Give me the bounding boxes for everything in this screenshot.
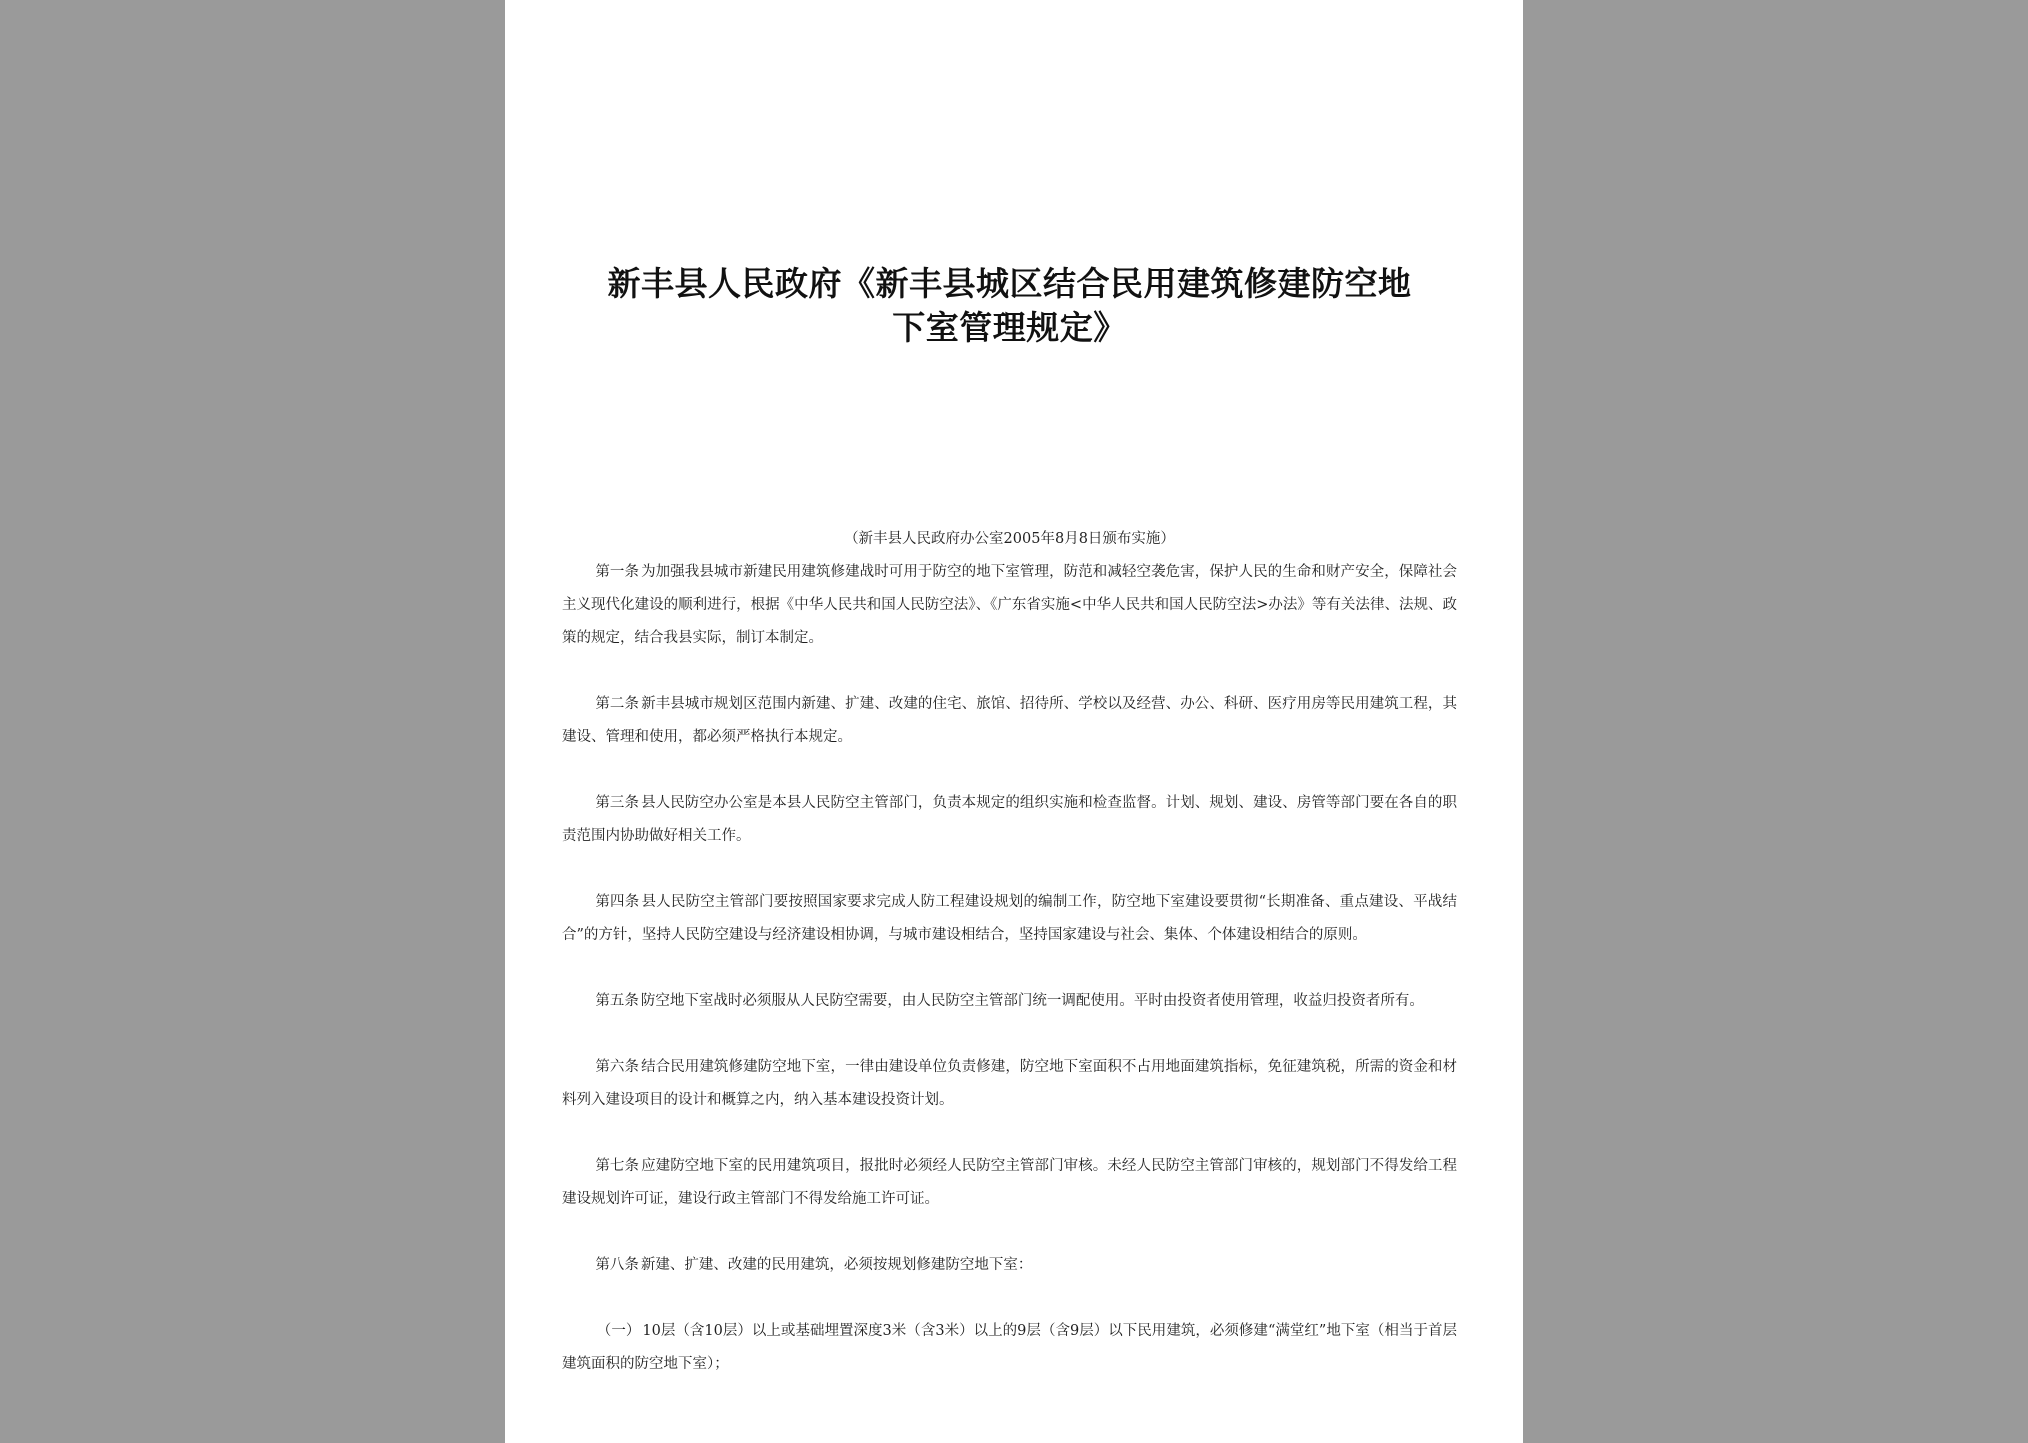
document-title [562,262,1457,350]
article-8-item-1 [562,1315,1457,1381]
article-8 [562,1249,1457,1282]
article-6 [562,1051,1457,1117]
article-text: 县人民防空主管部门要按照国家要求完成人防工程建设规划的编制工作，防空地下室建设要贯彻“长期准备、重点建设、平战结合”的方针，坚持人民防空建设与经济建设相协调，与城市建设相结合，坚持国家建设与社会、集体、个体建设相结合的原则。 [562,894,1457,943]
article-text: 应建防空地下室的民用建筑项目，报批时必须经人民防空主管部门审核。未经人民防空主管部门审核的，规划部门不得发给工程建设规划许可证，建设行政主管部门不得发给施工许可证。 [562,1158,1457,1207]
article-label: 第七条 [595,1158,640,1174]
article-5 [562,985,1457,1018]
article-4 [562,886,1457,952]
article-text: 县人民防空办公室是本县人民防空主管部门，负责本规定的组织实施和检查监督。计划、规划、建设、房管等部门要在各自的职责范围内协助做好相关工作。 [562,795,1457,844]
article-text: 防空地下室战时必须服从人民防空需要，由人民防空主管部门统一调配使用。平时由投资者使用管理，收益归投资者所有。 [640,993,1424,1009]
article-label: 第八条 [595,1257,639,1273]
article-1 [562,556,1457,655]
item-text: 10层（含10层）以上或基础埋置深度3米（含3米）以上的9层（含9层）以下民用建筑，必须修建“满堂红”地下室（相当于首层建筑面积的防空地下室）； [562,1323,1458,1372]
article-label: 第三条 [595,795,640,811]
title-line-2: 下室管理规定》 [892,308,1127,347]
article-text: 结合民用建筑修建防空地下室，一律由建设单位负责修建，防空地下室面积不占用地面建筑指标，免征建筑税，所需的资金和材料列入建设项目的设计和概算之内，纳入基本建设投资计划。 [562,1059,1457,1108]
article-text: 新丰县城市规划区范围内新建、扩建、改建的住宅、旅馆、招待所、学校以及经营、办公、科研、医疗用房等民用建筑工程，其建设、管理和使用，都必须严格执行本规定。 [562,696,1457,745]
article-list [562,556,1457,1381]
item-label: （一） [596,1323,641,1339]
article-label: 第五条 [595,993,639,1009]
article-label: 第二条 [595,696,640,712]
article-2 [562,688,1457,754]
article-text: 新建、扩建、改建的民用建筑，必须按规划修建防空地下室： [640,1257,1033,1273]
article-text: 为加强我县城市新建民用建筑修建战时可用于防空的地下室管理，防范和减轻空袭危害，保护人民的生命和财产安全，保障社会主义现代化建设的顺利进行，根据《中华人民共和国人民防空法》、《广东省实施<中华人民共和国人民防空法>办法》等有关法律、法规、政策的规定，结合我县实际，制订本制定。 [562,564,1457,646]
title-line-1: 新丰县人民政府《新丰县城区结合民用建筑修建防空地 [607,264,1412,303]
article-7 [562,1150,1457,1216]
issuance-note: （新丰县人民政府办公室2005年8月8日颁布实施） [844,531,1175,547]
article-label: 第四条 [595,894,640,910]
article-label: 第一条 [595,564,640,580]
article-label: 第六条 [595,1059,640,1075]
article-3 [562,787,1457,853]
document-page [505,0,1523,1443]
